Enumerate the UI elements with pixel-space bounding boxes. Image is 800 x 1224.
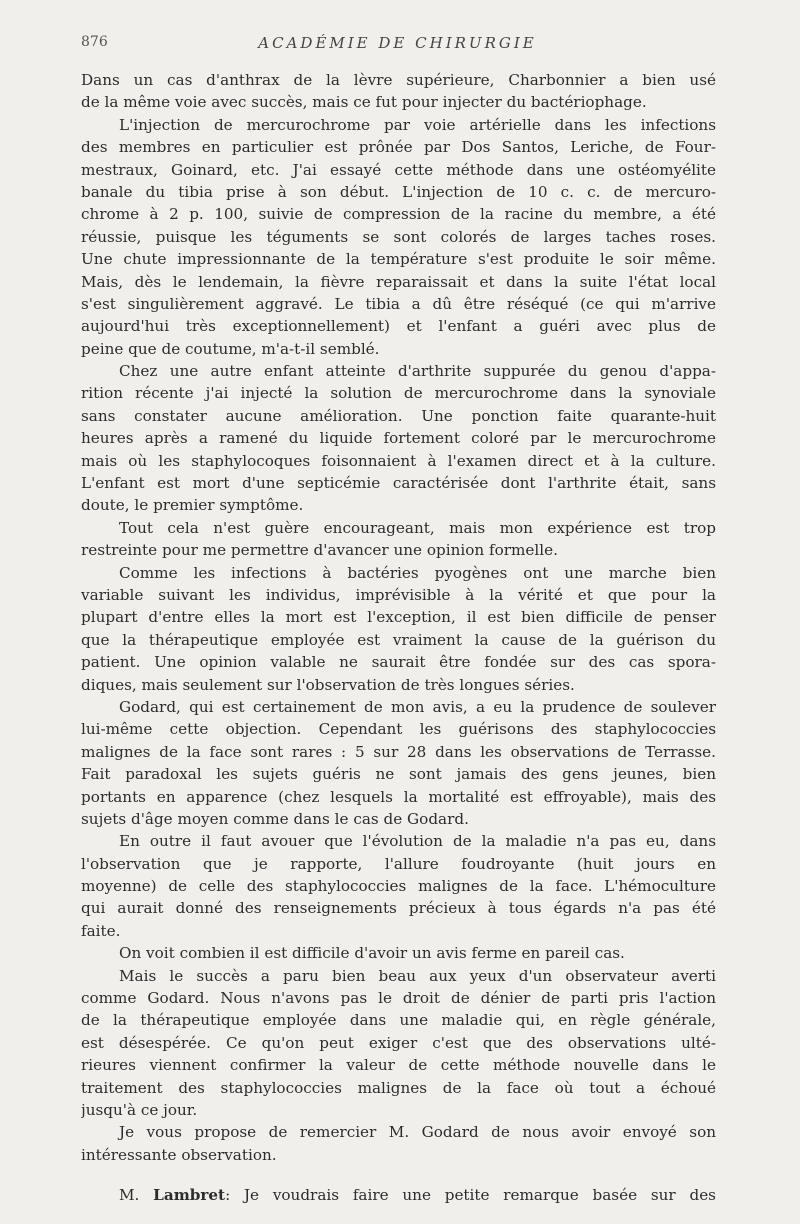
speaker-name: Lambret xyxy=(153,1186,226,1205)
text-line: de la thérapeutique employée dans une maladie qui, en règle générale, xyxy=(81,1011,716,1030)
text-line: peine que de coutume, m'a-t-il semblé. xyxy=(81,339,380,358)
text-line: de la même voie avec succès, mais ce fut pour injecter du bactériophage. xyxy=(81,93,647,112)
section-gap xyxy=(81,1166,716,1184)
paragraph xyxy=(81,830,716,942)
paragraph xyxy=(81,360,716,517)
text-line: En outre il faut avouer que l'évolution de la maladie n'a pas eu, dans xyxy=(119,832,716,851)
running-head xyxy=(81,34,714,56)
text-line: Je vous propose de remercier M. Godard de nous avoir envoyé son xyxy=(119,1123,716,1142)
text-line: qui aurait donné des renseignements précieux à tous égards n'a pas été xyxy=(81,899,716,918)
discussion-text: : Je voudrais faire une petite remarque basée sur des xyxy=(225,1186,716,1205)
text-line: intéressante observation. xyxy=(81,1145,277,1164)
text-line: mestraux, Goinard, etc. J'ai essayé cette méthode dans une ostéomyélite xyxy=(81,160,716,179)
text-line: des membres en particulier est prônée par Dos Santos, Leriche, de Four- xyxy=(81,138,716,157)
text-line: jusqu'à ce jour. xyxy=(81,1100,198,1119)
text-line: Chez une autre enfant atteinte d'arthrite suppurée du genou d'appa- xyxy=(119,362,716,381)
text-line: heures après a ramené du liquide fortement coloré par le mercurochrome xyxy=(81,429,716,448)
text-line: variable suivant les individus, imprévisible à la vérité et que pour la xyxy=(81,585,716,604)
text-line: lui-même cette objection. Cependant les guérisons des staphylococcies xyxy=(81,720,716,739)
paragraph xyxy=(81,562,716,696)
text-line: Tout cela n'est guère encourageant, mais mon expérience est trop xyxy=(119,518,716,537)
paragraph xyxy=(81,1121,716,1166)
text-line: Fait paradoxal les sujets guéris ne sont jamais des gens jeunes, bien xyxy=(81,765,716,784)
text-line: sujets d'âge moyen comme dans le cas de Godard. xyxy=(81,809,469,828)
text-line: Une chute impressionnante de la température s'est produite le soir même. xyxy=(81,250,716,269)
paragraph xyxy=(81,69,716,114)
text-line: malignes de la face sont rares : 5 sur 28 dans les observations de Terrasse. xyxy=(81,742,716,761)
text-line: Mais, dès le lendemain, la fièvre reparaissait et dans la suite l'état local xyxy=(81,272,716,291)
discussion-line xyxy=(81,1184,716,1206)
text-line: rieures viennent confirmer la valeur de cette méthode nouvelle dans le xyxy=(81,1056,716,1075)
text-line: aujourd'hui très exceptionnellement) et l'enfant a guéri avec plus de xyxy=(81,317,716,336)
text-line: L'injection de mercurochrome par voie artérielle dans les infections xyxy=(119,115,716,134)
text-line: comme Godard. Nous n'avons pas le droit de dénier de parti pris l'action xyxy=(81,989,716,1008)
text-line: que la thérapeutique employée est vraiment la cause de la guérison du xyxy=(81,630,716,649)
page-number: 876 xyxy=(81,34,108,50)
text-line: portants en apparence (chez lesquels la mortalité est effroyable), mais des xyxy=(81,787,716,806)
text-line: plupart d'entre elles la mort est l'exception, il est bien difficile de penser xyxy=(81,608,716,627)
text-line: traitement des staphylococcies malignes de la face où tout a échoué xyxy=(81,1078,716,1097)
text-line: diques, mais seulement sur l'observation de très longues séries. xyxy=(81,675,575,694)
text-line: l'observation que je rapporte, l'allure foudroyante (huit jours en xyxy=(81,854,716,873)
text-line: mais où les staphylocoques foisonnaient à l'examen direct et à la culture. xyxy=(81,451,716,470)
text-line: moyenne) de celle des staphylococcies malignes de la face. L'hémoculture xyxy=(81,877,716,896)
paragraph xyxy=(81,942,716,964)
journal-title: ACADÉMIE DE CHIRURGIE xyxy=(258,34,537,52)
paragraph xyxy=(81,517,716,562)
text-line: faite. xyxy=(81,921,121,940)
text-line: restreinte pour me permettre d'avancer une opinion formelle. xyxy=(81,541,558,560)
text-line: s'est singulièrement aggravé. Le tibia a dû être réséqué (ce qui m'arrive xyxy=(81,294,716,313)
text-line: L'enfant est mort d'une septicémie caractérisée dont l'arthrite était, sans xyxy=(81,474,716,493)
text-line: chrome à 2 p. 100, suivie de compression de la racine du membre, a été xyxy=(81,205,716,224)
text-line: réussie, puisque les téguments se sont colorés de larges taches roses. xyxy=(81,227,716,246)
text-line: Godard, qui est certainement de mon avis, a eu la prudence de soulever xyxy=(119,697,716,716)
text-line: On voit combien il est difficile d'avoir un avis ferme en pareil cas. xyxy=(119,944,625,963)
text-line: sans constater aucune amélioration. Une ponction faite quarante-huit xyxy=(81,406,716,425)
text-line: Dans un cas d'anthrax de la lèvre supérieure, Charbonnier a bien usé xyxy=(81,71,716,89)
paragraph xyxy=(81,696,716,830)
text-line: Comme les infections à bactéries pyogènes ont une marche bien xyxy=(119,563,716,582)
text-line: rition récente j'ai injecté la solution de mercurochrome dans la synoviale xyxy=(81,384,716,403)
paragraph xyxy=(81,114,716,360)
text-line: patient. Une opinion valable ne saurait être fondée sur des cas spora- xyxy=(81,653,716,672)
body-text xyxy=(81,69,716,1207)
discussion-prefix: M. xyxy=(119,1186,154,1205)
text-line: Mais le succès a paru bien beau aux yeux d'un observateur averti xyxy=(119,966,716,985)
paragraph xyxy=(81,965,716,1122)
text-line: est désespérée. Ce qu'on peut exiger c'est que des observations ulté- xyxy=(81,1033,716,1052)
text-line: banale du tibia prise à son début. L'injection de 10 c. c. de mercuro- xyxy=(81,182,716,201)
text-line: doute, le premier symptôme. xyxy=(81,496,304,515)
